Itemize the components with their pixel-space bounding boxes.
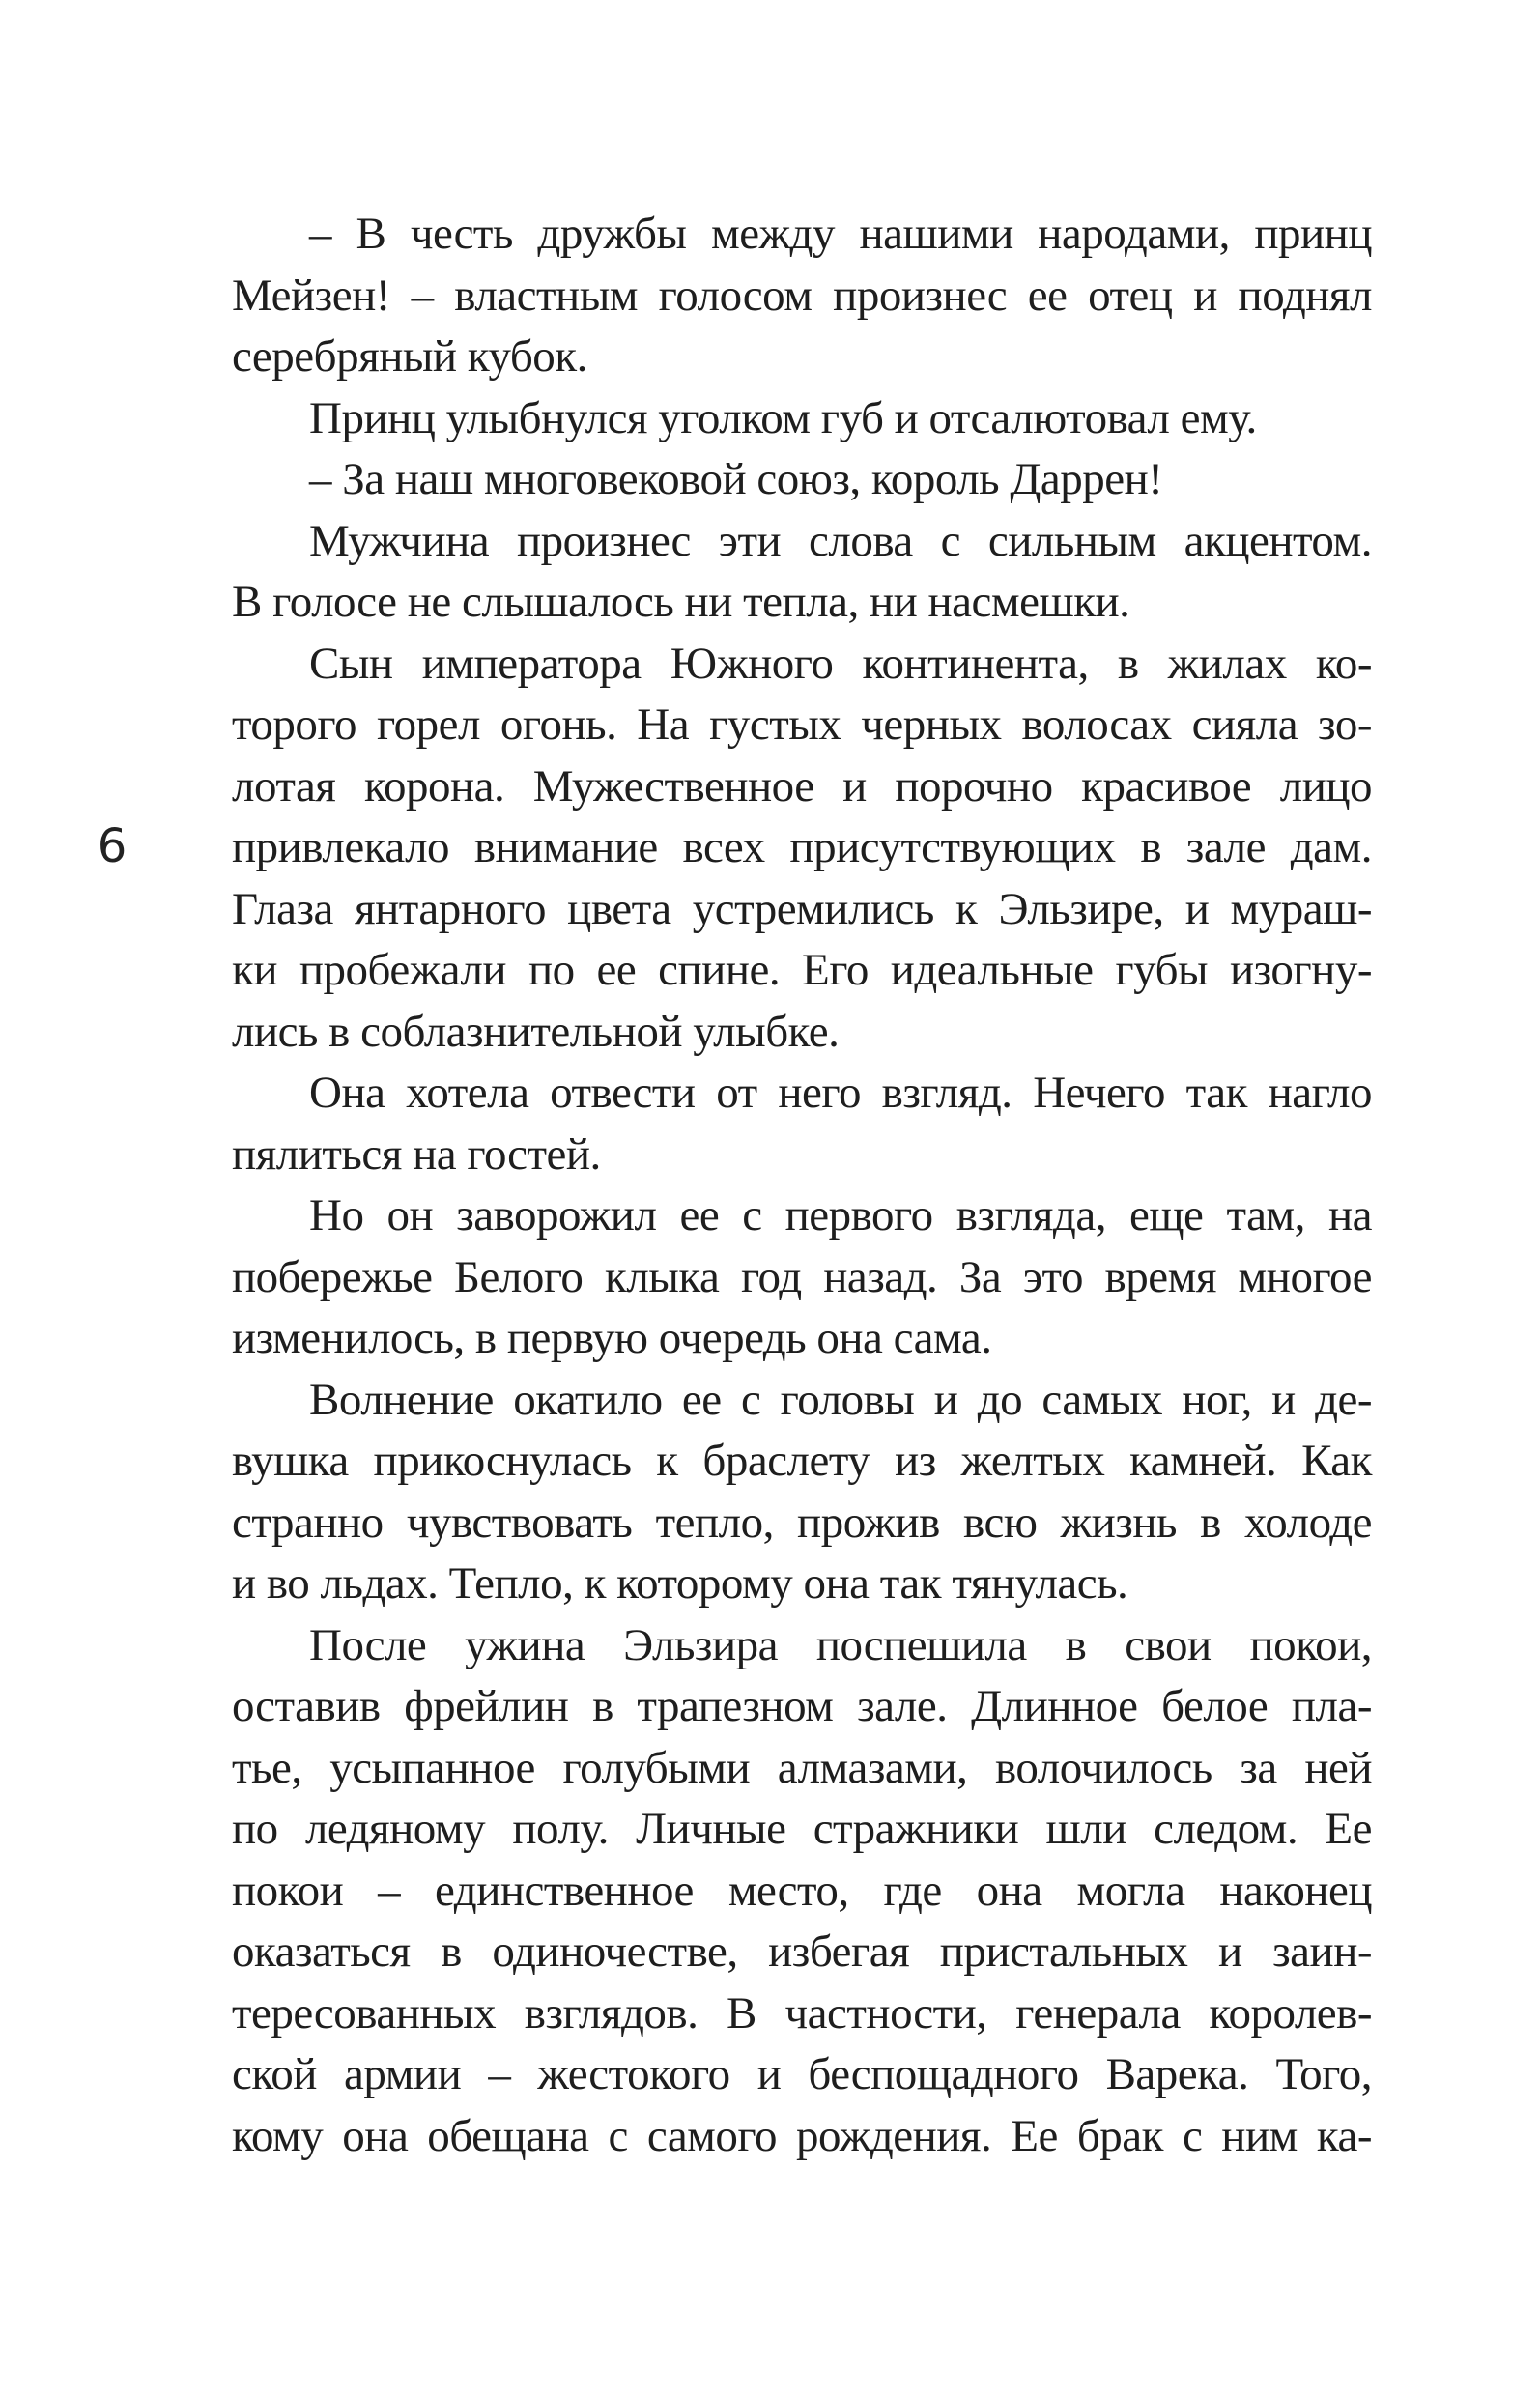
- body-text: [232, 204, 1372, 2167]
- text-line: Сын императора Южного континента, в жилах ко-: [309, 638, 1372, 689]
- text-line: ки пробежали по ее спине. Его идеальные губы изогну-: [232, 945, 1372, 995]
- paragraph: [232, 204, 1372, 388]
- page-number: 6: [97, 819, 128, 873]
- paragraph: [232, 634, 1372, 1064]
- text-line: кому она обещана с самого рождения. Ее брак с ним ка-: [232, 2110, 1372, 2161]
- text-line: В голосе не слышалось ни тепла, ни насмешки.: [232, 577, 1130, 627]
- text-line: Но он заворожил ее с первого взгляда, еще там, на: [309, 1190, 1372, 1241]
- text-line: привлекало внимание всех присутствующих в зале дам.: [232, 822, 1372, 872]
- text-line: изменилось, в первую очередь она сама.: [232, 1313, 992, 1363]
- text-line: тье, усыпанное голубыми алмазами, волочилось за ней: [232, 1742, 1372, 1793]
- text-line: тересованных взглядов. В частности, генерала королев-: [232, 1987, 1372, 2039]
- text-line: лись в соблазнительной улыбке.: [232, 1006, 840, 1057]
- text-line: Она хотела отвести от него взгляд. Нечего так нагло: [309, 1068, 1372, 1118]
- text-line: ской армии – жестокого и беспощадного Варека. Того,: [232, 2049, 1372, 2099]
- paragraph: [232, 388, 1372, 450]
- text-line: Волнение окатило ее с головы и до самых ног, и де-: [309, 1374, 1372, 1425]
- text-line: Принц улыбнулся уголком губ и отсалютовал ему.: [309, 392, 1257, 443]
- paragraph: [232, 511, 1372, 634]
- text-line: Глаза янтарного цвета устремились к Эльзире, и мураш-: [232, 883, 1372, 934]
- text-line: торого горел огонь. На густых черных волосах сияла зо-: [232, 699, 1372, 750]
- text-line: Мужчина произнес эти слова с сильным акцентом.: [309, 515, 1372, 566]
- text-line: побережье Белого клыка год назад. За это время многое: [232, 1251, 1372, 1302]
- text-line: лотая корона. Мужественное и порочно красивое лицо: [232, 760, 1372, 812]
- text-line: странно чувствовать тепло, прожив всю жизнь в холоде: [232, 1497, 1372, 1548]
- text-line: оставив фрейлин в трапезном зале. Длинное белое пла-: [232, 1681, 1372, 1731]
- paragraph: [232, 1063, 1372, 1185]
- text-line: оказаться в одиночестве, избегая пристальных и заин-: [232, 1926, 1372, 1977]
- text-line: – За наш многовековой союз, король Даррен!: [309, 454, 1163, 504]
- paragraph: [232, 449, 1372, 511]
- paragraph: [232, 1615, 1372, 2168]
- text-line: серебряный кубок.: [232, 331, 587, 382]
- text-line: Мейзен! – властным голосом произнес ее отец и поднял: [232, 270, 1372, 321]
- text-line: пялиться на гостей.: [232, 1128, 601, 1180]
- text-line: по ледяному полу. Личные стражники шли следом. Ее: [232, 1804, 1372, 1854]
- text-line: – В честь дружбы между нашими народами, принц: [309, 209, 1372, 259]
- text-line: покои – единственное место, где она могла наконец: [232, 1865, 1372, 1916]
- paragraph: [232, 1370, 1372, 1615]
- paragraph: [232, 1185, 1372, 1370]
- text-line: После ужина Эльзира поспешила в свои покои,: [309, 1619, 1372, 1670]
- text-line: вушка прикоснулась к браслету из желтых камней. Как: [232, 1436, 1372, 1486]
- text-line: и во льдах. Тепло, к которому она так тянулась.: [232, 1558, 1128, 1609]
